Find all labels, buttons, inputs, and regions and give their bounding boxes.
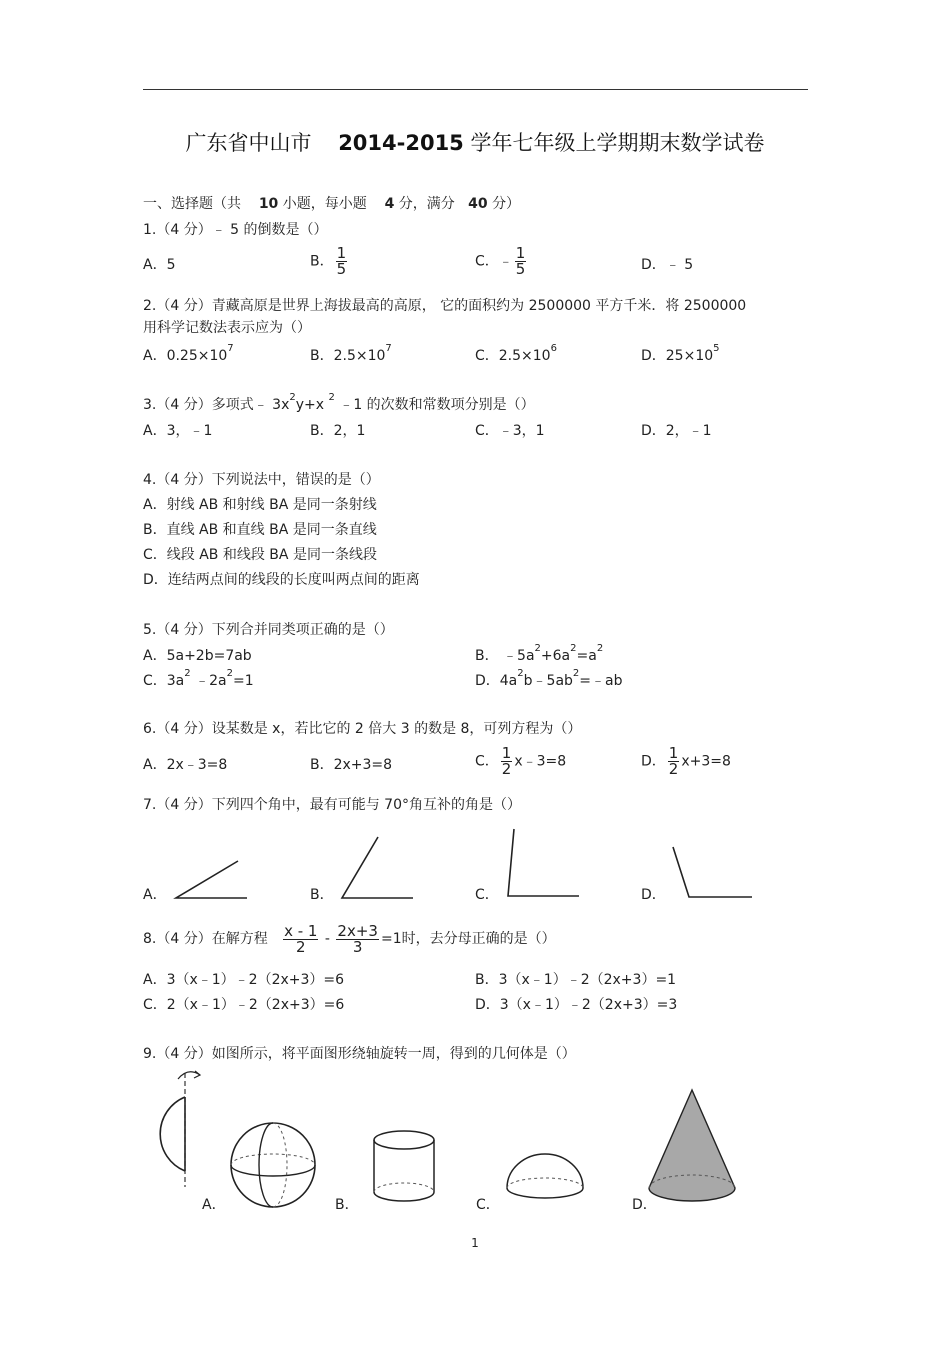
page-title: 广东省中山市 2014-2015 学年七年级上学期期末数学试卷 [185,131,765,155]
q5-option-c: C．$3a^2$ $﹣2a^2=1$ [143,668,254,689]
q9-option-b-label: B． [335,1197,359,1213]
q9-option-a-label: A． [202,1197,226,1213]
q9-option-c-label: C． [476,1197,500,1213]
q3-option-a: A．3，﹣1 [143,423,213,439]
q8-option-b: B．3（x﹣1）﹣2（2x+3）=1 [475,972,677,988]
fraction: $\frac{2x+3}{3}$ [337,921,378,956]
q6-option-c: C． $\frac{1}{2}$ x﹣3=8 [475,744,567,778]
fraction: $\frac{x - 1}{2}$ [284,921,318,956]
q2-option-c: C．$2.5\times 10^6$ [475,343,557,364]
q2-option-a: A．$0.25\times 10^7$ [143,343,234,364]
question-5-stem: 5.（4 分）下列合并同类项正确的是（） [143,622,394,638]
q8-option-d: D．3（x﹣1）﹣2（2x+3）=3 [475,997,678,1013]
q8-option-c: C．2（x﹣1）﹣2（2x+3）=6 [143,997,345,1013]
q7-option-d-label: D． [641,887,666,903]
q7-angle-b-figure [336,833,426,903]
q9-semicircle-axis-figure [140,1065,210,1190]
q1-option-a: A．5 [143,257,176,273]
q3-option-b: B．2，1 [310,423,366,439]
fraction: $\frac{1}{5}$ [336,244,347,278]
question-2-stem-line1: 2.（4 分）青藏高原是世界上海拔最高的高原， 它的面积约为 2500000 平方千米．将 2500000 [143,298,747,314]
q7-option-b-label: B． [310,887,334,903]
question-2-stem-line2: 用科学记数法表示应为（） [143,320,311,336]
q5-option-d: D．$4a^2b﹣5ab^2=﹣ab$ [475,668,623,689]
q3-option-d: D．2，﹣1 [641,423,712,439]
q6-option-d: D． $\frac{1}{2}$ x+3=8 [641,744,731,778]
q1-option-d: D．﹣ 5 [641,257,694,273]
q9-hemisphere-figure [503,1150,588,1205]
q6-option-a: A．2x﹣3=8 [143,757,228,773]
q1-option-c: C．﹣ $\frac{1}{5}$ [475,244,526,278]
q9-cylinder-figure [370,1128,440,1208]
question-8-stem: 8.（4 分）在解方程 $\frac{x - 1}{2}$ - $\frac{2x+3}{3}$ =1时，去分母正确的是（） [143,921,556,956]
question-4-stem: 4.（4 分）下列说法中，错误的是（） [143,472,380,488]
question-3-stem: 3.（4 分）多项式﹣ $3x^2y+x$ $^2$ ﹣1 的次数和常数项分别是（） [143,392,535,413]
page-number: 1 [471,1236,479,1250]
question-6-stem: 6.（4 分）设某数是 x，若比它的 2 倍大 3 的数是 8，可列方程为（） [143,721,582,737]
question-1-stem: 1.（4 分）﹣ 5 的倒数是（） [143,222,328,238]
q7-option-c-label: C． [475,887,499,903]
q4-option-b: B．直线 AB 和直线 BA 是同一条直线 [143,522,377,538]
q5-option-a: A．5a+2b=7ab [143,648,252,664]
q3-option-c: C．﹣3，1 [475,423,545,439]
q5-option-b: B． $﹣5a^2+6a^2=a^2$ [475,643,604,664]
q7-angle-c-figure [502,826,592,901]
header-rule [143,89,808,90]
q7-angle-d-figure [668,842,758,904]
q6-option-b: B．2x+3=8 [310,757,393,773]
q7-angle-a-figure [170,855,260,905]
q4-option-d: D．连结两点间的线段的长度叫两点间的距离 [143,572,420,588]
q9-option-d-label: D． [632,1197,657,1213]
question-9-stem: 9.（4 分）如图所示，将平面图形绕轴旋转一周，得到的几何体是（） [143,1046,576,1062]
fraction: $\frac{1}{5}$ [515,244,526,278]
q4-option-c: C．线段 AB 和线段 BA 是同一条线段 [143,547,377,563]
q9-sphere-figure [228,1120,320,1212]
fraction: $\frac{1}{2}$ [501,744,512,778]
question-7-stem: 7.（4 分）下列四个角中，最有可能与 70°角互补的角是（） [143,797,521,813]
q8-option-a: A．3（x﹣1）﹣2（2x+3）=6 [143,972,345,988]
q4-option-a: A．射线 AB 和射线 BA 是同一条射线 [143,497,377,513]
q2-option-d: D．$25\times 10^5$ [641,343,720,364]
section-heading: 一、选择题（共 10 小题，每小题 4 分，满分 40 分） [143,196,521,212]
q7-option-a-label: A． [143,887,167,903]
q9-cone-figure [645,1087,740,1207]
q2-option-b: B．$2.5\times 10^7$ [310,343,392,364]
q1-option-b: B． $\frac{1}{5}$ [310,244,347,278]
fraction: $\frac{1}{2}$ [668,744,679,778]
